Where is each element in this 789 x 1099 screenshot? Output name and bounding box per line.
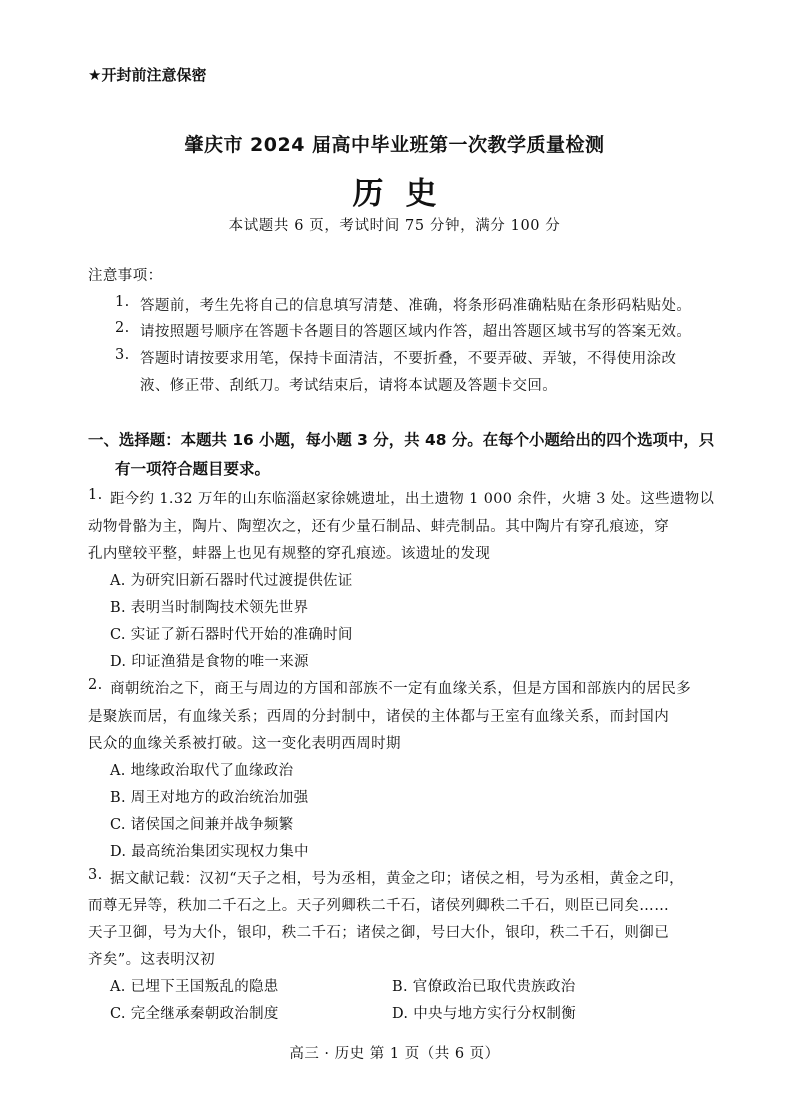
notice-item-num: 3. xyxy=(115,347,130,363)
question-stem: 动物骨骼为主，陶片、陶塑次之，还有少量石制品、蚌壳制品。其中陶片有穿孔痕迹，穿 xyxy=(88,519,670,535)
notice-item: 请按照题号顺序在答题卡各题目的答题区域内作答，超出答题区域书写的答案无效。 xyxy=(140,324,692,340)
option-a: A. 地缘政治取代了血缘政治 xyxy=(110,763,294,779)
exam-info: 本试题共 6 页，考试时间 75 分钟，满分 100 分 xyxy=(228,218,561,234)
option-c: C. 实证了新石器时代开始的准确时间 xyxy=(110,627,353,643)
notice-item-num: 2. xyxy=(115,320,130,336)
page-footer: 高三 · 历史 第 1 页（共 6 页） xyxy=(289,1046,500,1062)
section-heading: 一、选择题：本题共 16 小题，每小题 3 分，共 48 分。在每个小题给出的四个选项中，只 xyxy=(88,431,715,449)
subject-title: 历史 xyxy=(352,176,459,212)
question-number: 3. xyxy=(88,867,103,883)
option-c: C. 诸侯国之间兼并战争频繁 xyxy=(110,817,294,833)
exam-title: 肇庆市 2024 届高中毕业班第一次教学质量检测 xyxy=(184,134,605,156)
question-stem: 距今约 1.32 万年的山东临淄赵家徐姚遗址，出土遗物 1 000 余件，火塘 3 处。这些遗物以 xyxy=(110,491,715,507)
notice-item-continued: 液、修正带、刮纸刀。考试结束后，请将本试题及答题卡交回。 xyxy=(140,378,558,394)
question-stem: 天子卫御，号为大仆，银印，秩二千石；诸侯之御，号曰大仆，银印，秩二千石，则御已 xyxy=(88,925,670,941)
notice-item: 答题时请按要求用笔，保持卡面清洁，不要折叠，不要弄破、弄皱，不得使用涂改 xyxy=(140,351,677,367)
notice-heading: 注意事项： xyxy=(88,268,163,284)
question-stem: 是聚族而居，有血缘关系；西周的分封制中，诸侯的主体都与王室有血缘关系，而封国内 xyxy=(88,709,670,725)
section-heading-continued: 有一项符合题目要求。 xyxy=(115,460,271,478)
notice-item-num: 1. xyxy=(115,294,130,310)
question-stem: 孔内壁较平整，蚌器上也见有规整的穿孔痕迹。该遗址的发现 xyxy=(88,546,491,562)
question-stem: 商朝统治之下，商王与周边的方国和部族不一定有血缘关系，但是方国和部族内的居民多 xyxy=(110,681,692,697)
option-d: D. 最高统治集团实现权力集中 xyxy=(110,844,309,860)
question-stem: 齐矣”。这表明汉初 xyxy=(88,952,216,968)
question-number: 1. xyxy=(88,487,103,503)
option-a: A. 已埋下王国叛乱的隐患 xyxy=(110,979,279,995)
question-stem: 据文献记载：汉初“天子之相，号为丞相，黄金之印；诸侯之相，号为丞相，黄金之印， xyxy=(110,871,685,887)
confidential-notice: ★开封前注意保密 xyxy=(88,66,207,84)
option-d: D. 中央与地方实行分权制衡 xyxy=(392,1006,577,1022)
option-b: B. 周王对地方的政治统治加强 xyxy=(110,790,309,806)
question-number: 2. xyxy=(88,677,103,693)
option-d: D. 印证渔猎是食物的唯一来源 xyxy=(110,654,309,670)
notice-item: 答题前，考生先将自己的信息填写清楚、准确，将条形码准确粘贴在条形码粘贴处。 xyxy=(140,298,692,314)
option-b: B. 官僚政治已取代贵族政治 xyxy=(392,979,576,995)
question-stem: 民众的血缘关系被打破。这一变化表明西周时期 xyxy=(88,736,401,752)
question-stem: 而尊无异等，秩加二千石之上。天子列卿秩二千石，诸侯列卿秩二千石，则臣已同矣…… xyxy=(88,898,670,914)
option-b: B. 表明当时制陶技术领先世界 xyxy=(110,600,309,616)
option-c: C. 完全继承秦朝政治制度 xyxy=(110,1006,279,1022)
option-a: A. 为研究旧新石器时代过渡提供佐证 xyxy=(110,573,353,589)
